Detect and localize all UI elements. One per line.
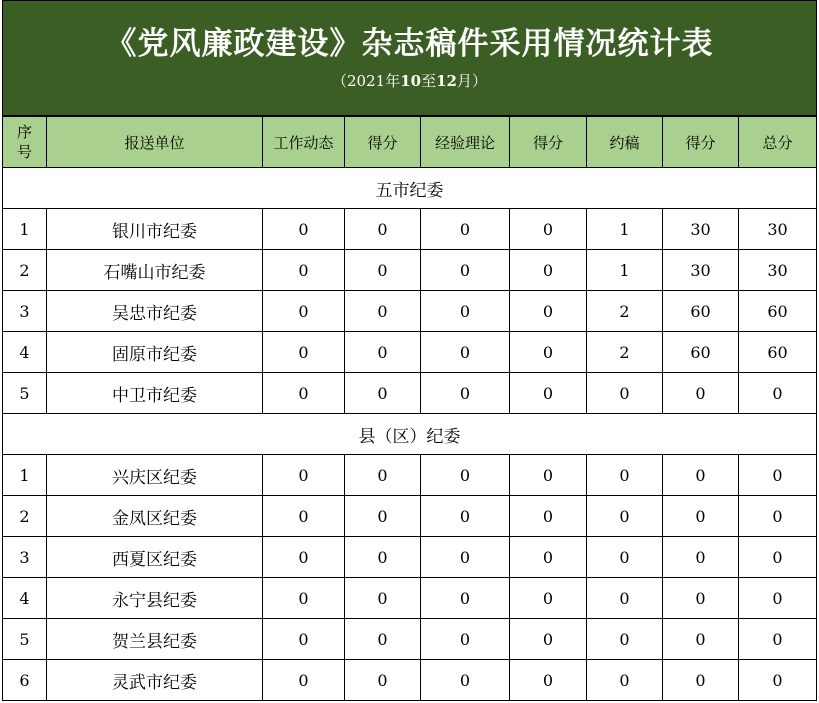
cell-work-news[interactable]: 0 bbox=[263, 537, 345, 578]
cell-work-news[interactable]: 0 bbox=[263, 373, 345, 414]
cell-experience-theory[interactable]: 0 bbox=[421, 578, 510, 619]
cell-score-2[interactable]: 0 bbox=[510, 332, 587, 373]
cell-score-1[interactable]: 0 bbox=[345, 332, 421, 373]
cell-invited-articles[interactable]: 2 bbox=[587, 291, 663, 332]
cell-total[interactable]: 0 bbox=[739, 660, 817, 701]
header-work-news[interactable]: 工作动态 bbox=[263, 117, 345, 168]
header-score-2[interactable]: 得分 bbox=[510, 117, 587, 168]
statistics-table bbox=[2, 116, 817, 701]
date-range bbox=[3, 69, 816, 93]
table-row bbox=[3, 209, 817, 250]
table-row bbox=[3, 537, 817, 578]
cell-score-1[interactable]: 0 bbox=[345, 250, 421, 291]
section-row bbox=[3, 414, 817, 455]
cell-score-2[interactable]: 0 bbox=[510, 578, 587, 619]
cell-score-2[interactable]: 0 bbox=[510, 291, 587, 332]
section-row bbox=[3, 168, 817, 209]
cell-invited-articles[interactable]: 2 bbox=[587, 332, 663, 373]
cell-score-1[interactable]: 0 bbox=[345, 660, 421, 701]
cell-score-3[interactable]: 0 bbox=[663, 373, 739, 414]
cell-score-1[interactable]: 0 bbox=[345, 373, 421, 414]
table-row bbox=[3, 619, 817, 660]
cell-work-news[interactable]: 0 bbox=[263, 578, 345, 619]
cell-experience-theory[interactable]: 0 bbox=[421, 209, 510, 250]
cell-unit[interactable]: 石嘴山市纪委 bbox=[47, 250, 263, 291]
cell-seq[interactable]: 1 bbox=[3, 209, 47, 250]
cell-work-news[interactable]: 0 bbox=[263, 209, 345, 250]
cell-total[interactable]: 30 bbox=[739, 250, 817, 291]
cell-score-3[interactable]: 30 bbox=[663, 209, 739, 250]
cell-score-2[interactable]: 0 bbox=[510, 496, 587, 537]
cell-score-2[interactable]: 0 bbox=[510, 373, 587, 414]
table-row bbox=[3, 291, 817, 332]
cell-score-2[interactable]: 0 bbox=[510, 660, 587, 701]
cell-work-news[interactable]: 0 bbox=[263, 250, 345, 291]
header-experience-theory[interactable]: 经验理论 bbox=[421, 117, 510, 168]
cell-score-3[interactable]: 0 bbox=[663, 578, 739, 619]
table-row bbox=[3, 496, 817, 537]
date-range-to: 至 bbox=[421, 72, 437, 90]
table-row bbox=[3, 455, 817, 496]
date-range-start-month: 10 bbox=[400, 72, 422, 90]
cell-unit[interactable]: 贺兰县纪委 bbox=[47, 619, 263, 660]
header-total[interactable]: 总分 bbox=[739, 117, 817, 168]
cell-invited-articles[interactable]: 1 bbox=[587, 250, 663, 291]
cell-score-1[interactable]: 0 bbox=[345, 209, 421, 250]
cell-total[interactable]: 30 bbox=[739, 209, 817, 250]
cell-unit[interactable]: 中卫市纪委 bbox=[47, 373, 263, 414]
cell-unit[interactable]: 银川市纪委 bbox=[47, 209, 263, 250]
table-row bbox=[3, 660, 817, 701]
cell-score-1[interactable]: 0 bbox=[345, 291, 421, 332]
cell-unit[interactable]: 固原市纪委 bbox=[47, 332, 263, 373]
date-range-end-month: 12 bbox=[436, 72, 457, 90]
table-row bbox=[3, 332, 817, 373]
section-title[interactable]: 五市纪委 bbox=[3, 168, 817, 209]
cell-work-news[interactable]: 0 bbox=[263, 660, 345, 701]
cell-score-2[interactable]: 0 bbox=[510, 537, 587, 578]
cell-total[interactable]: 0 bbox=[739, 455, 817, 496]
cell-unit[interactable]: 金凤区纪委 bbox=[47, 496, 263, 537]
cell-seq[interactable]: 6 bbox=[3, 660, 47, 701]
cell-score-3[interactable]: 0 bbox=[663, 619, 739, 660]
cell-seq[interactable]: 5 bbox=[3, 619, 47, 660]
cell-seq[interactable]: 2 bbox=[3, 496, 47, 537]
cell-score-2[interactable]: 0 bbox=[510, 619, 587, 660]
cell-invited-articles[interactable]: 0 bbox=[587, 660, 663, 701]
cell-score-3[interactable]: 30 bbox=[663, 250, 739, 291]
cell-score-1[interactable]: 0 bbox=[345, 496, 421, 537]
title-banner bbox=[2, 0, 817, 116]
cell-work-news[interactable]: 0 bbox=[263, 291, 345, 332]
cell-score-1[interactable]: 0 bbox=[345, 455, 421, 496]
cell-score-3[interactable]: 60 bbox=[663, 332, 739, 373]
cell-score-2[interactable]: 0 bbox=[510, 250, 587, 291]
header-seq[interactable]: 序号 bbox=[3, 117, 47, 168]
cell-experience-theory[interactable]: 0 bbox=[421, 332, 510, 373]
cell-experience-theory[interactable]: 0 bbox=[421, 291, 510, 332]
cell-total[interactable]: 0 bbox=[739, 496, 817, 537]
cell-unit[interactable]: 灵武市纪委 bbox=[47, 660, 263, 701]
cell-total[interactable]: 0 bbox=[739, 578, 817, 619]
cell-invited-articles[interactable]: 1 bbox=[587, 209, 663, 250]
table-row bbox=[3, 250, 817, 291]
cell-score-1[interactable]: 0 bbox=[345, 578, 421, 619]
cell-total[interactable]: 0 bbox=[739, 619, 817, 660]
cell-seq[interactable]: 2 bbox=[3, 250, 47, 291]
cell-score-3[interactable]: 0 bbox=[663, 537, 739, 578]
cell-score-3[interactable]: 0 bbox=[663, 455, 739, 496]
cell-total[interactable]: 0 bbox=[739, 373, 817, 414]
cell-score-3[interactable]: 0 bbox=[663, 496, 739, 537]
header-row bbox=[3, 117, 817, 168]
cell-seq[interactable]: 5 bbox=[3, 373, 47, 414]
date-range-open: （2021年 bbox=[332, 72, 401, 90]
cell-unit[interactable]: 西夏区纪委 bbox=[47, 537, 263, 578]
cell-score-2[interactable]: 0 bbox=[510, 455, 587, 496]
cell-score-1[interactable]: 0 bbox=[345, 619, 421, 660]
cell-invited-articles[interactable]: 0 bbox=[587, 537, 663, 578]
cell-invited-articles[interactable]: 0 bbox=[587, 619, 663, 660]
cell-work-news[interactable]: 0 bbox=[263, 496, 345, 537]
header-score-1[interactable]: 得分 bbox=[345, 117, 421, 168]
table-row bbox=[3, 578, 817, 619]
cell-unit[interactable]: 永宁县纪委 bbox=[47, 578, 263, 619]
date-range-close: 月） bbox=[456, 72, 487, 90]
cell-seq[interactable]: 4 bbox=[3, 578, 47, 619]
cell-experience-theory[interactable]: 0 bbox=[421, 250, 510, 291]
cell-seq[interactable]: 3 bbox=[3, 537, 47, 578]
cell-experience-theory[interactable]: 0 bbox=[421, 496, 510, 537]
cell-score-3[interactable]: 60 bbox=[663, 291, 739, 332]
section-title[interactable]: 县（区）纪委 bbox=[3, 414, 817, 455]
cell-unit[interactable]: 吴忠市纪委 bbox=[47, 291, 263, 332]
cell-unit[interactable]: 兴庆区纪委 bbox=[47, 455, 263, 496]
cell-score-1[interactable]: 0 bbox=[345, 537, 421, 578]
cell-invited-articles[interactable]: 0 bbox=[587, 455, 663, 496]
table-row bbox=[3, 373, 817, 414]
cell-work-news[interactable]: 0 bbox=[263, 332, 345, 373]
cell-total[interactable]: 60 bbox=[739, 332, 817, 373]
cell-invited-articles[interactable]: 0 bbox=[587, 578, 663, 619]
cell-experience-theory[interactable]: 0 bbox=[421, 455, 510, 496]
cell-score-2[interactable]: 0 bbox=[510, 209, 587, 250]
cell-experience-theory[interactable]: 0 bbox=[421, 619, 510, 660]
cell-experience-theory[interactable]: 0 bbox=[421, 537, 510, 578]
cell-experience-theory[interactable]: 0 bbox=[421, 373, 510, 414]
cell-seq[interactable]: 4 bbox=[3, 332, 47, 373]
cell-seq[interactable]: 1 bbox=[3, 455, 47, 496]
cell-invited-articles[interactable]: 0 bbox=[587, 496, 663, 537]
cell-total[interactable]: 0 bbox=[739, 537, 817, 578]
cell-seq[interactable]: 3 bbox=[3, 291, 47, 332]
cell-work-news[interactable]: 0 bbox=[263, 619, 345, 660]
header-score-3[interactable]: 得分 bbox=[663, 117, 739, 168]
header-invited-articles[interactable]: 约稿 bbox=[587, 117, 663, 168]
table-title: 《党风廉政建设》杂志稿件采用情况统计表 bbox=[105, 26, 714, 62]
cell-work-news[interactable]: 0 bbox=[263, 455, 345, 496]
cell-total[interactable]: 60 bbox=[739, 291, 817, 332]
cell-invited-articles[interactable]: 0 bbox=[587, 373, 663, 414]
cell-experience-theory[interactable]: 0 bbox=[421, 660, 510, 701]
cell-score-3[interactable]: 0 bbox=[663, 660, 739, 701]
header-unit[interactable]: 报送单位 bbox=[47, 117, 263, 168]
